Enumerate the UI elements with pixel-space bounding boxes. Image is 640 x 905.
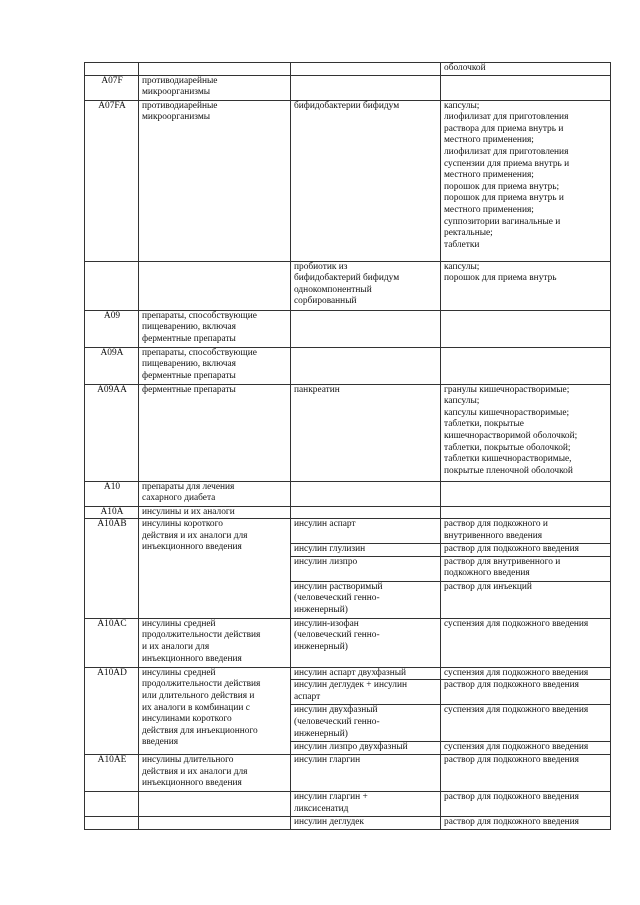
group-name-cell-text: инсулины и их аналоги	[142, 506, 235, 517]
drug-name-cell-text: инсулин аспарт	[294, 519, 356, 530]
dosage-form-cell-text: капсулы; порошок для приема внутрь	[444, 261, 557, 284]
atc-code-cell-text: A10AD	[97, 667, 127, 678]
dosage-form-cell	[441, 63, 611, 76]
group-name-cell	[139, 754, 291, 791]
atc-code-cell-text: A07F	[101, 75, 123, 86]
atc-code-cell-text: A10A	[100, 506, 124, 517]
dosage-form-cell-text: раствор для инъекций	[444, 581, 532, 592]
table-row	[85, 618, 611, 667]
dosage-form-cell	[441, 680, 611, 705]
group-name-cell-text: противодиарейные микроорганизмы	[142, 75, 218, 98]
dosage-form-cell	[441, 481, 611, 506]
drug-name-cell	[291, 544, 441, 557]
dosage-form-cell	[441, 581, 611, 618]
drug-name-cell	[291, 816, 441, 829]
atc-code-cell-text: A07FA	[98, 100, 126, 111]
group-name-cell	[139, 506, 291, 519]
dosage-form-cell	[441, 544, 611, 557]
drug-name-cell-text: инсулин-изофан (человеческий генно- инженерный)	[294, 618, 380, 652]
dosage-form-cell-text: оболочкой	[444, 63, 486, 73]
drug-name-cell-text: инсулин двухфазный (человеческий генно- инженерный)	[294, 705, 380, 739]
atc-code-cell	[85, 754, 139, 791]
table-row	[85, 754, 611, 791]
dosage-form-cell	[441, 519, 611, 544]
table-row	[85, 816, 611, 829]
dosage-form-cell	[441, 310, 611, 347]
atc-code-cell	[85, 791, 139, 816]
drug-name-cell	[291, 680, 441, 705]
dosage-form-cell	[441, 618, 611, 667]
atc-code-cell	[85, 310, 139, 347]
dosage-form-cell-text: раствор для подкожного введения	[444, 680, 579, 691]
drug-name-cell-text: инсулин деглудек	[294, 816, 364, 827]
atc-code-cell-text: A10AE	[97, 754, 127, 765]
group-name-cell-text: препараты для лечения сахарного диабета	[142, 481, 235, 504]
group-name-cell	[139, 310, 291, 347]
dosage-form-cell	[441, 506, 611, 519]
dosage-form-cell	[441, 754, 611, 791]
dosage-form-cell-text: суспензия для подкожного введения	[444, 742, 589, 753]
drug-name-cell	[291, 556, 441, 581]
table-row	[85, 347, 611, 384]
drug-name-cell-text: панкреатин	[294, 384, 340, 395]
drug-name-cell-text: инсулин глулизин	[294, 544, 366, 555]
drug-name-cell-text: инсулин гларгин + ликсисенатид	[294, 791, 368, 814]
atc-code-cell-text: A09A	[100, 347, 124, 358]
dosage-form-cell	[441, 100, 611, 261]
drug-name-cell-text: инсулин лизпро двухфазный	[294, 742, 408, 753]
group-name-cell	[139, 791, 291, 816]
dosage-form-cell-text: раствор для подкожного введения	[444, 544, 579, 555]
drug-name-cell	[291, 481, 441, 506]
group-name-cell-text: инсулины длительного действия и их аналоги для инъекционного введения	[142, 754, 248, 789]
drug-name-cell	[291, 667, 441, 680]
atc-code-cell	[85, 75, 139, 100]
atc-code-cell	[85, 506, 139, 519]
table-row	[85, 75, 611, 100]
dosage-form-cell	[441, 791, 611, 816]
drug-name-cell	[291, 506, 441, 519]
atc-code-cell-text: A09	[103, 310, 121, 321]
drug-name-cell	[291, 791, 441, 816]
dosage-form-cell	[441, 742, 611, 755]
table-row	[85, 384, 611, 481]
drug-name-cell	[291, 742, 441, 755]
drug-name-cell	[291, 618, 441, 667]
drug-name-cell	[291, 384, 441, 481]
drug-name-cell	[291, 581, 441, 618]
dosage-form-cell	[441, 816, 611, 829]
atc-code-cell	[85, 347, 139, 384]
dosage-form-cell-text: раствор для подкожного введения	[444, 791, 579, 802]
atc-code-cell	[85, 63, 139, 76]
atc-code-cell-text: A10AB	[97, 519, 127, 530]
group-name-cell	[139, 667, 291, 754]
atc-code-cell	[85, 667, 139, 754]
dosage-form-cell-text: суспензия для подкожного введения	[444, 705, 589, 716]
drug-name-cell	[291, 310, 441, 347]
drug-name-cell-text: инсулин гларгин	[294, 754, 361, 765]
table-row	[85, 519, 611, 544]
group-name-cell	[139, 384, 291, 481]
atc-code-cell-text: A10	[103, 481, 121, 492]
group-name-cell	[139, 100, 291, 261]
group-name-cell-text: препараты, способствующие пищеварению, включая ферментные препараты	[142, 310, 257, 344]
dosage-form-cell	[441, 384, 611, 481]
table-row	[85, 261, 611, 310]
atc-code-cell	[85, 481, 139, 506]
dosage-form-cell	[441, 705, 611, 742]
group-name-cell	[139, 75, 291, 100]
drug-name-cell-text: инсулин аспарт двухфазный	[294, 667, 407, 678]
dosage-form-cell-text: раствор для подкожного и внутривенного введения	[444, 519, 548, 541]
dosage-form-cell	[441, 75, 611, 100]
drug-name-cell	[291, 754, 441, 791]
dosage-form-cell-text: раствор для внутривенного и подкожного введения	[444, 556, 561, 579]
drug-name-cell-text: инсулин лизпро	[294, 556, 358, 567]
table-row	[85, 481, 611, 506]
drug-name-cell-text: инсулин деглудек + инсулин аспарт	[294, 680, 407, 702]
drug-name-cell	[291, 519, 441, 544]
drug-name-cell	[291, 75, 441, 100]
atc-code-cell-text: A10AC	[97, 618, 127, 629]
group-name-cell-text: противодиарейные микроорганизмы	[142, 100, 218, 123]
atc-code-cell	[85, 816, 139, 829]
drug-name-cell	[291, 347, 441, 384]
group-name-cell	[139, 816, 291, 829]
drug-name-cell-text: инсулин растворимый (человеческий генно- инженерный)	[294, 581, 383, 615]
atc-code-cell	[85, 384, 139, 481]
group-name-cell-text: препараты, способствующие пищеварению, включая ферментные препараты	[142, 347, 257, 381]
table-body	[85, 63, 611, 830]
table-row	[85, 667, 611, 680]
table-row	[85, 506, 611, 519]
group-name-cell-text: ферментные препараты	[142, 384, 236, 395]
drug-name-cell	[291, 705, 441, 742]
group-name-cell-text: инсулины средней продолжительности действия и их аналоги для инъекционного введения	[142, 618, 261, 664]
dosage-form-cell-text: суспензия для подкожного введения	[444, 667, 589, 678]
dosage-form-cell-text: гранулы кишечнорастворимые; капсулы; капсулы кишечнорастворимые; таблетки, покрытые кишечнорастворимой оболочкой; таблетки, покрытые оболочкой; таблетки кишечнорастворимые, покрытые пленочной оболочкой	[444, 384, 578, 476]
dosage-form-cell-text: капсулы; лиофилизат для приготовления раствора для приема внутрь и местного применения; лиофилизат для приготовления суспензии для приема внутрь и местного применения; порошок для приема внутрь; порошок для приема внутрь и местного применения; суппозитории вагинальные и ректальные; таблетки	[444, 100, 570, 250]
table-row	[85, 100, 611, 261]
dosage-form-cell	[441, 261, 611, 310]
table-row	[85, 791, 611, 816]
dosage-form-cell-text: суспензия для подкожного введения	[444, 618, 589, 629]
drug-name-cell	[291, 100, 441, 261]
drug-name-cell	[291, 261, 441, 310]
table-row	[85, 310, 611, 347]
atc-code-cell	[85, 261, 139, 310]
drug-name-cell-text: пробиотик из бифидобактерий бифидум однокомпонентный сорбированный	[294, 261, 400, 307]
group-name-cell	[139, 481, 291, 506]
group-name-cell	[139, 63, 291, 76]
atc-code-cell	[85, 618, 139, 667]
dosage-form-cell	[441, 667, 611, 680]
dosage-form-cell	[441, 347, 611, 384]
dosage-form-cell-text: раствор для подкожного введения	[444, 754, 579, 765]
dosage-form-cell	[441, 556, 611, 581]
drug-classification-table	[84, 62, 611, 830]
atc-code-cell	[85, 100, 139, 261]
group-name-cell	[139, 618, 291, 667]
group-name-cell-text: инсулины короткого действия и их аналоги для инъекционного введения	[142, 519, 248, 553]
table-row	[85, 63, 611, 76]
group-name-cell-text: инсулины средней продолжительности действия или длительного действия и их аналоги в комбинации с инсулинами короткого действия для инъекционного введения	[142, 667, 261, 748]
atc-code-cell	[85, 519, 139, 619]
atc-code-cell-text: A09AA	[97, 384, 127, 395]
drug-name-cell	[291, 63, 441, 76]
group-name-cell	[139, 261, 291, 310]
dosage-form-cell-text: раствор для подкожного введения	[444, 816, 579, 827]
drug-name-cell-text: бифидобактерии бифидум	[294, 100, 400, 111]
group-name-cell	[139, 519, 291, 619]
group-name-cell	[139, 347, 291, 384]
